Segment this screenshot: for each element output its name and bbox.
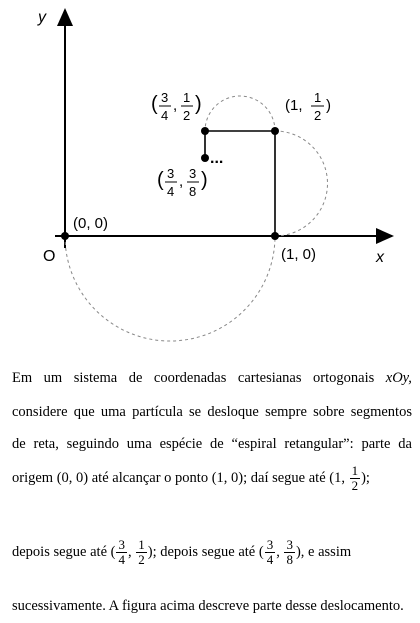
x-axis-label: x <box>376 249 384 266</box>
dashed-arc-2 <box>275 131 328 236</box>
label-34-38 <box>157 166 208 199</box>
svg-text:,: , <box>173 97 178 114</box>
fraction-1-2: $\frac{1}{2}$ <box>351 462 359 493</box>
svg-text:3: 3 <box>167 166 175 181</box>
dashed-arc-1 <box>65 236 275 341</box>
svg-text:3: 3 <box>189 166 197 181</box>
point-34-half <box>201 127 209 135</box>
svg-text:4: 4 <box>161 108 169 123</box>
dashed-arc-3 <box>205 96 275 131</box>
text-line-4: origem (0, 0) até alcançar o ponto (1, 0); daí segue até (1, $\frac{1}{2}$ ); <box>12 462 370 493</box>
label-origin: (0, 0) <box>73 215 109 232</box>
text-line-3: de reta, seguindo uma espécie de “espiral retangular”: parte da <box>12 436 412 452</box>
point-1-0 <box>271 232 279 240</box>
svg-text:2: 2 <box>314 108 322 123</box>
label-34-half <box>151 90 202 123</box>
text-line-5: depois segue até ( $\frac{3}{4}$ , $\frac{1}{2}$ ); depois segue até ( $\frac{3}{4}$ , $\frac{3}{8}$ ), e assim <box>12 536 352 567</box>
svg-text:): ) <box>201 169 208 191</box>
origin-letter: O <box>43 248 56 265</box>
svg-text:3: 3 <box>161 90 169 105</box>
text-line-2: considere que uma partícula se desloque sempre sobre segmentos <box>12 404 412 420</box>
svg-text:8: 8 <box>189 184 197 199</box>
svg-text:,: , <box>179 173 184 190</box>
svg-text:2: 2 <box>183 108 191 123</box>
svg-text:1: 1 <box>183 90 191 105</box>
svg-text:): ) <box>195 93 202 115</box>
ellipsis: ... <box>210 150 224 167</box>
label-1-half <box>285 90 331 123</box>
svg-text:1: 1 <box>314 90 322 105</box>
svg-text:): ) <box>326 97 331 114</box>
label-1-0: (1, 0) <box>281 246 317 263</box>
text-line-6: sucessivamente. A figura acima descreve parte desse deslocamento. <box>12 598 404 614</box>
text-line-1: Em um sistema de coordenadas cartesianas ortogonais xOy, <box>12 370 412 386</box>
svg-text:(: ( <box>157 169 164 191</box>
y-axis-label: y <box>38 9 46 26</box>
point-1-half <box>271 127 279 135</box>
svg-text:4: 4 <box>167 184 175 199</box>
point-34-38 <box>201 154 209 162</box>
svg-text:(: ( <box>151 93 158 115</box>
point-origin <box>61 232 69 240</box>
svg-text:(1,: (1, <box>285 97 303 114</box>
